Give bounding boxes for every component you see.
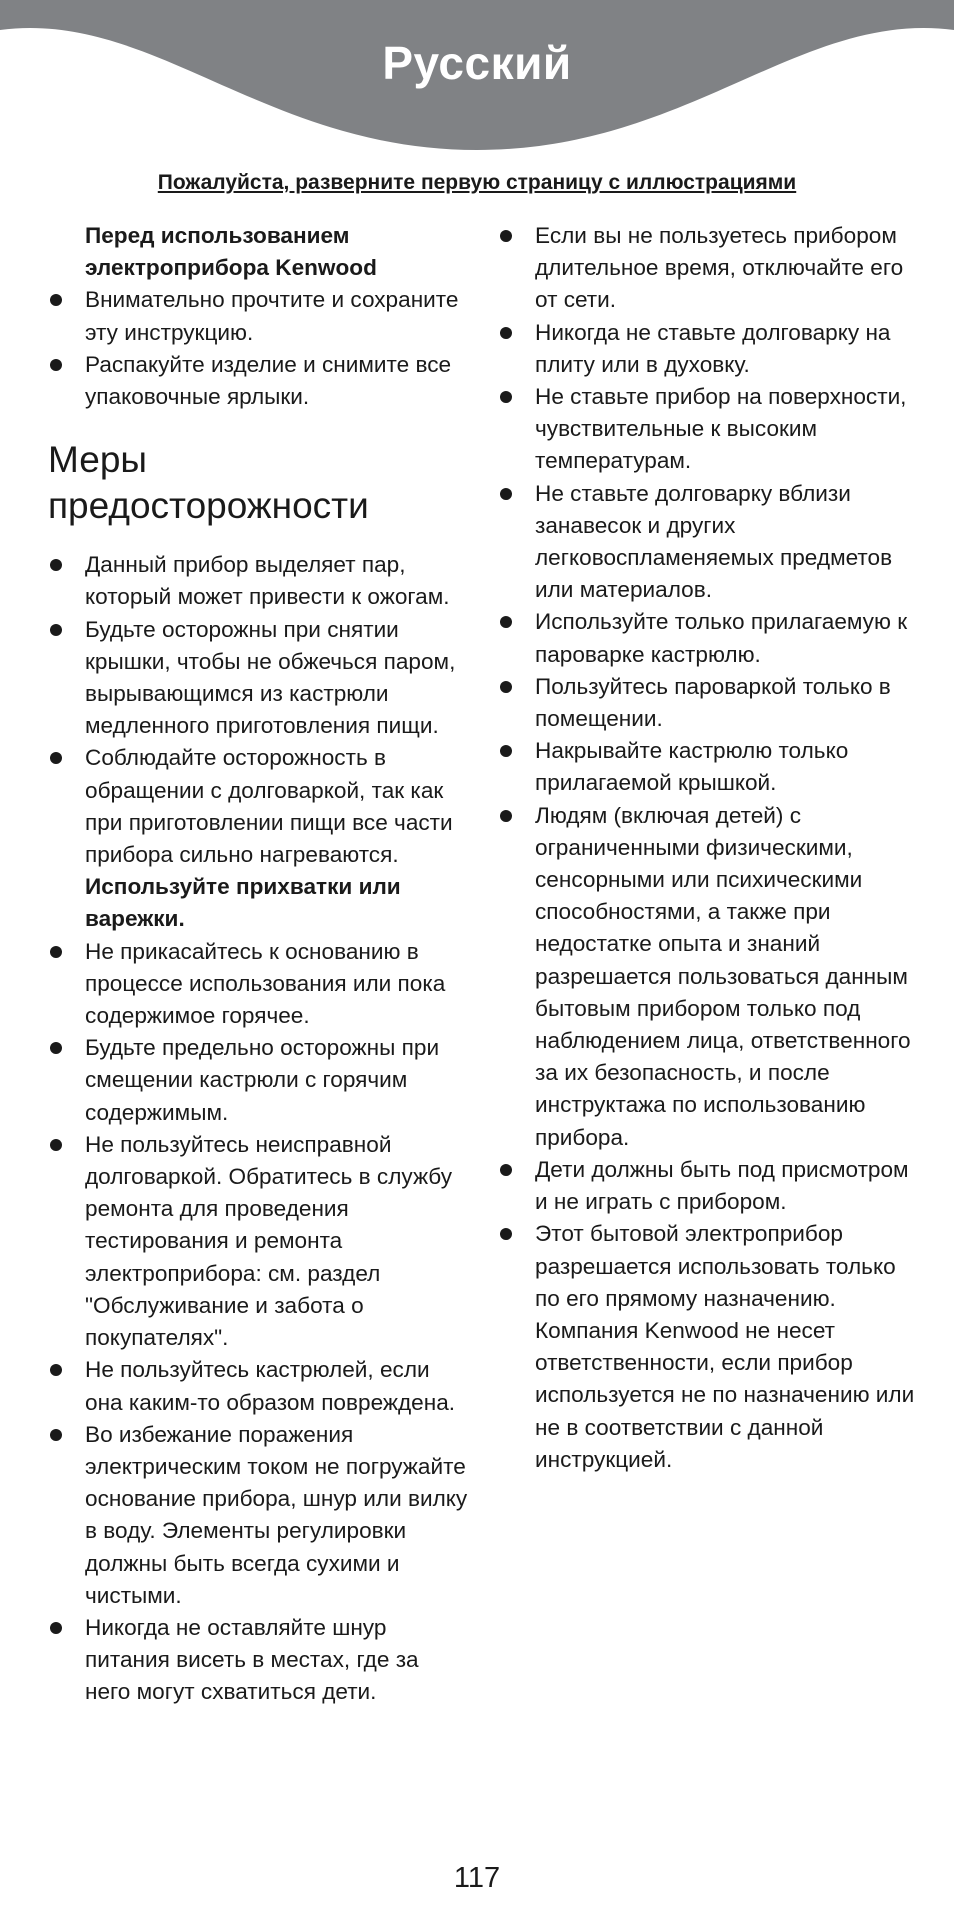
bullet-icon xyxy=(500,810,512,822)
page-title: Русский xyxy=(382,37,572,89)
bullet-icon xyxy=(50,1139,62,1151)
list-item xyxy=(498,381,918,478)
list-item xyxy=(498,220,918,317)
bullet-icon xyxy=(500,1164,512,1176)
safety-list-left xyxy=(48,549,468,1708)
list-item-text: Не ставьте долговарку вблизи занавесок и других легковоспламеняемых предметов или материалов. xyxy=(535,480,893,603)
bullet-icon xyxy=(50,1622,62,1634)
list-item-text: Дети должны быть под присмотром и не играть с прибором. xyxy=(535,1156,909,1215)
list-item-text: Никогда не оставляйте шнур питания висеть в местах, где за него могут схватиться дети. xyxy=(85,1614,419,1705)
list-item-text: Данный прибор выделяет пар, который может привести к ожогам. xyxy=(85,552,450,610)
safety-list-right xyxy=(498,220,918,1476)
list-item-text: Пользуйтесь пароваркой только в помещении. xyxy=(535,673,891,732)
bullet-icon xyxy=(500,391,512,403)
bullet-icon xyxy=(50,752,62,764)
list-item-text: Внимательно прочтите и сохраните эту инструкцию. xyxy=(85,287,459,345)
list-item xyxy=(48,1612,468,1709)
bullet-icon xyxy=(500,1228,512,1240)
bullet-icon xyxy=(500,681,512,693)
bullet-icon xyxy=(500,327,512,339)
list-item-text: Никогда не ставьте долговарку на плиту или в духовку. xyxy=(535,319,891,377)
bullet-icon xyxy=(50,359,62,371)
list-item-text: Не пользуйтесь кастрюлей, если она каким-то образом повреждена. xyxy=(85,1357,456,1415)
bullet-icon xyxy=(50,1364,62,1376)
list-item-text: Соблюдайте осторожность в обращении с долговаркой, так как при приготовлении пищи все части прибора сильно нагреваются. xyxy=(85,745,453,868)
list-item xyxy=(48,1419,468,1612)
list-item xyxy=(48,936,468,1033)
list-item xyxy=(48,549,468,613)
list-item-text: Используйте только прилагаемую к пароварке кастрюлю. xyxy=(535,609,908,667)
section-heading: Меры предосторожности xyxy=(48,439,369,527)
intro-list xyxy=(48,284,468,413)
list-item-text: Не прикасайтесь к основанию в процессе использования или пока содержимое горячее. xyxy=(85,938,446,1029)
list-item xyxy=(498,1218,918,1476)
list-item xyxy=(498,1154,918,1218)
list-item-text: Этот бытовой электроприбор разрешается использовать только по его прямому назначению. Компания Kenwood не несет ответственности, если прибор используется не по назначению или не в соответствии с данной инструкцией. xyxy=(535,1221,915,1472)
list-item xyxy=(48,1032,468,1129)
list-item xyxy=(498,671,918,735)
bullet-icon xyxy=(500,488,512,500)
list-item xyxy=(48,1129,468,1354)
list-item-text: Будьте предельно осторожны при смещении кастрюли с горячим содержимым. xyxy=(85,1035,440,1125)
list-item xyxy=(48,614,468,743)
list-item-text: Людям (включая детей) с ограниченными физическими, сенсорными или психическими способностями, а также при недостатке опыта и знаний разрешается пользоваться данным бытовым прибором только под наблюдением лица, ответственного за их безопасность, и после инструктажа по использованию прибора. xyxy=(535,802,911,1150)
list-item xyxy=(498,735,918,799)
list-item xyxy=(498,478,918,607)
bullet-icon xyxy=(50,1042,62,1054)
bullet-icon xyxy=(50,559,62,571)
list-item-text: Накрывайте кастрюлю только прилагаемой крышкой. xyxy=(535,738,849,796)
list-item-text: Во избежание поражения электрическим током не погружайте основание прибора, шнур или вилку в воду. Элементы регулировки должны быть всегда сухими и чистыми. xyxy=(85,1421,468,1608)
bullet-icon xyxy=(500,616,512,628)
list-item xyxy=(48,742,468,935)
list-item xyxy=(498,317,918,381)
list-item-text: Будьте осторожны при снятии крышки, чтобы не обжечься паром, вырывающимся из кастрюли медленного приготовления пищи. xyxy=(85,616,456,739)
list-item xyxy=(498,800,918,1154)
list-item-text: Не ставьте прибор на поверхности, чувствительные к высоким температурам. xyxy=(535,384,907,474)
right-column xyxy=(498,220,918,1476)
intro-heading: Перед использованием электроприбора Kenwood xyxy=(85,223,377,281)
list-item-text: Не пользуйтесь неисправной долговаркой. Обратитесь в службу ремонта для проведения тестирования и ремонта электроприбора: см. раздел "Обслуживание и забота о покупателях". xyxy=(85,1131,453,1351)
bullet-icon xyxy=(50,294,62,306)
list-item xyxy=(48,349,468,413)
bullet-icon xyxy=(50,1429,62,1441)
list-item xyxy=(498,606,918,670)
subtitle-note: Пожалуйста, разверните первую страницу с иллюстрациями xyxy=(157,171,797,194)
list-item-emphasis: Используйте прихватки или варежки. xyxy=(85,874,401,932)
left-column xyxy=(48,220,468,1709)
list-item xyxy=(48,284,468,348)
bullet-icon xyxy=(50,946,62,958)
list-item-text: Если вы не пользуетесь прибором длительное время, отключайте его от сети. xyxy=(535,223,904,313)
list-item xyxy=(48,1354,468,1418)
page-number: 117 xyxy=(453,1862,501,1894)
bullet-icon xyxy=(50,624,62,636)
list-item-text: Распакуйте изделие и снимите все упаковочные ярлыки. xyxy=(85,351,452,410)
bullet-icon xyxy=(500,230,512,242)
bullet-icon xyxy=(500,745,512,757)
